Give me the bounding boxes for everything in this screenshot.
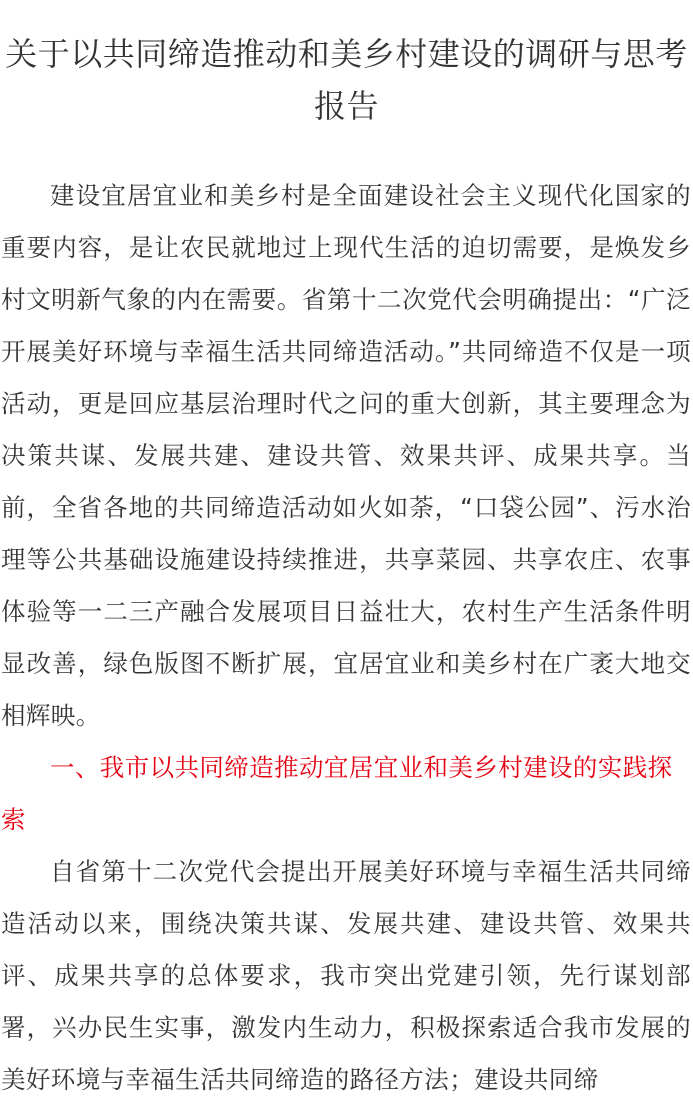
article-body xyxy=(0,170,693,1097)
section-paragraph: 自省第十二次党代会提出开展美好环境与幸福生活共同缔造活动以来，围绕决策共谋、发展共建、建设共管、效果共评、成果共享的总体要求，我市突出党建引领，先行谋划部署，兴办民生实事，激发内生动力，积极探索适合我市发展的美好环境与幸福生活共同缔造的路径方法；建设共同缔 xyxy=(1,857,691,1094)
intro-paragraph: 建设宜居宜业和美乡村是全面建设社会主义现代化国家的重要内容，是让农民就地过上现代生活的迫切需要，是焕发乡村文明新气象的内在需要。省第十二次党代会明确提出：“广泛开展美好环境与幸福生活共同缔造活动。”共同缔造不仅是一项活动，更是回应基层治理时代之问的重大创新，其主要理念为决策共谋、发展共建、建设共管、效果共评、成果共享。当前，全省各地的共同缔造活动如火如荼，“口袋公园”、污水治理等公共基础设施建设持续推进，共享菜园、共享农庄、农事体验等一二三产融合发展项目日益壮大，农村生产生活条件明显改善，绿色版图不断扩展，宜居宜业和美乡村在广袤大地交相辉映。 xyxy=(1,181,691,730)
article-title: 关于以共同缔造推动和美乡村建设的调研与思考报告 xyxy=(5,35,688,125)
section-heading: 一、我市以共同缔造推动宜居宜业和美乡村建设的实践探索 xyxy=(1,753,673,834)
